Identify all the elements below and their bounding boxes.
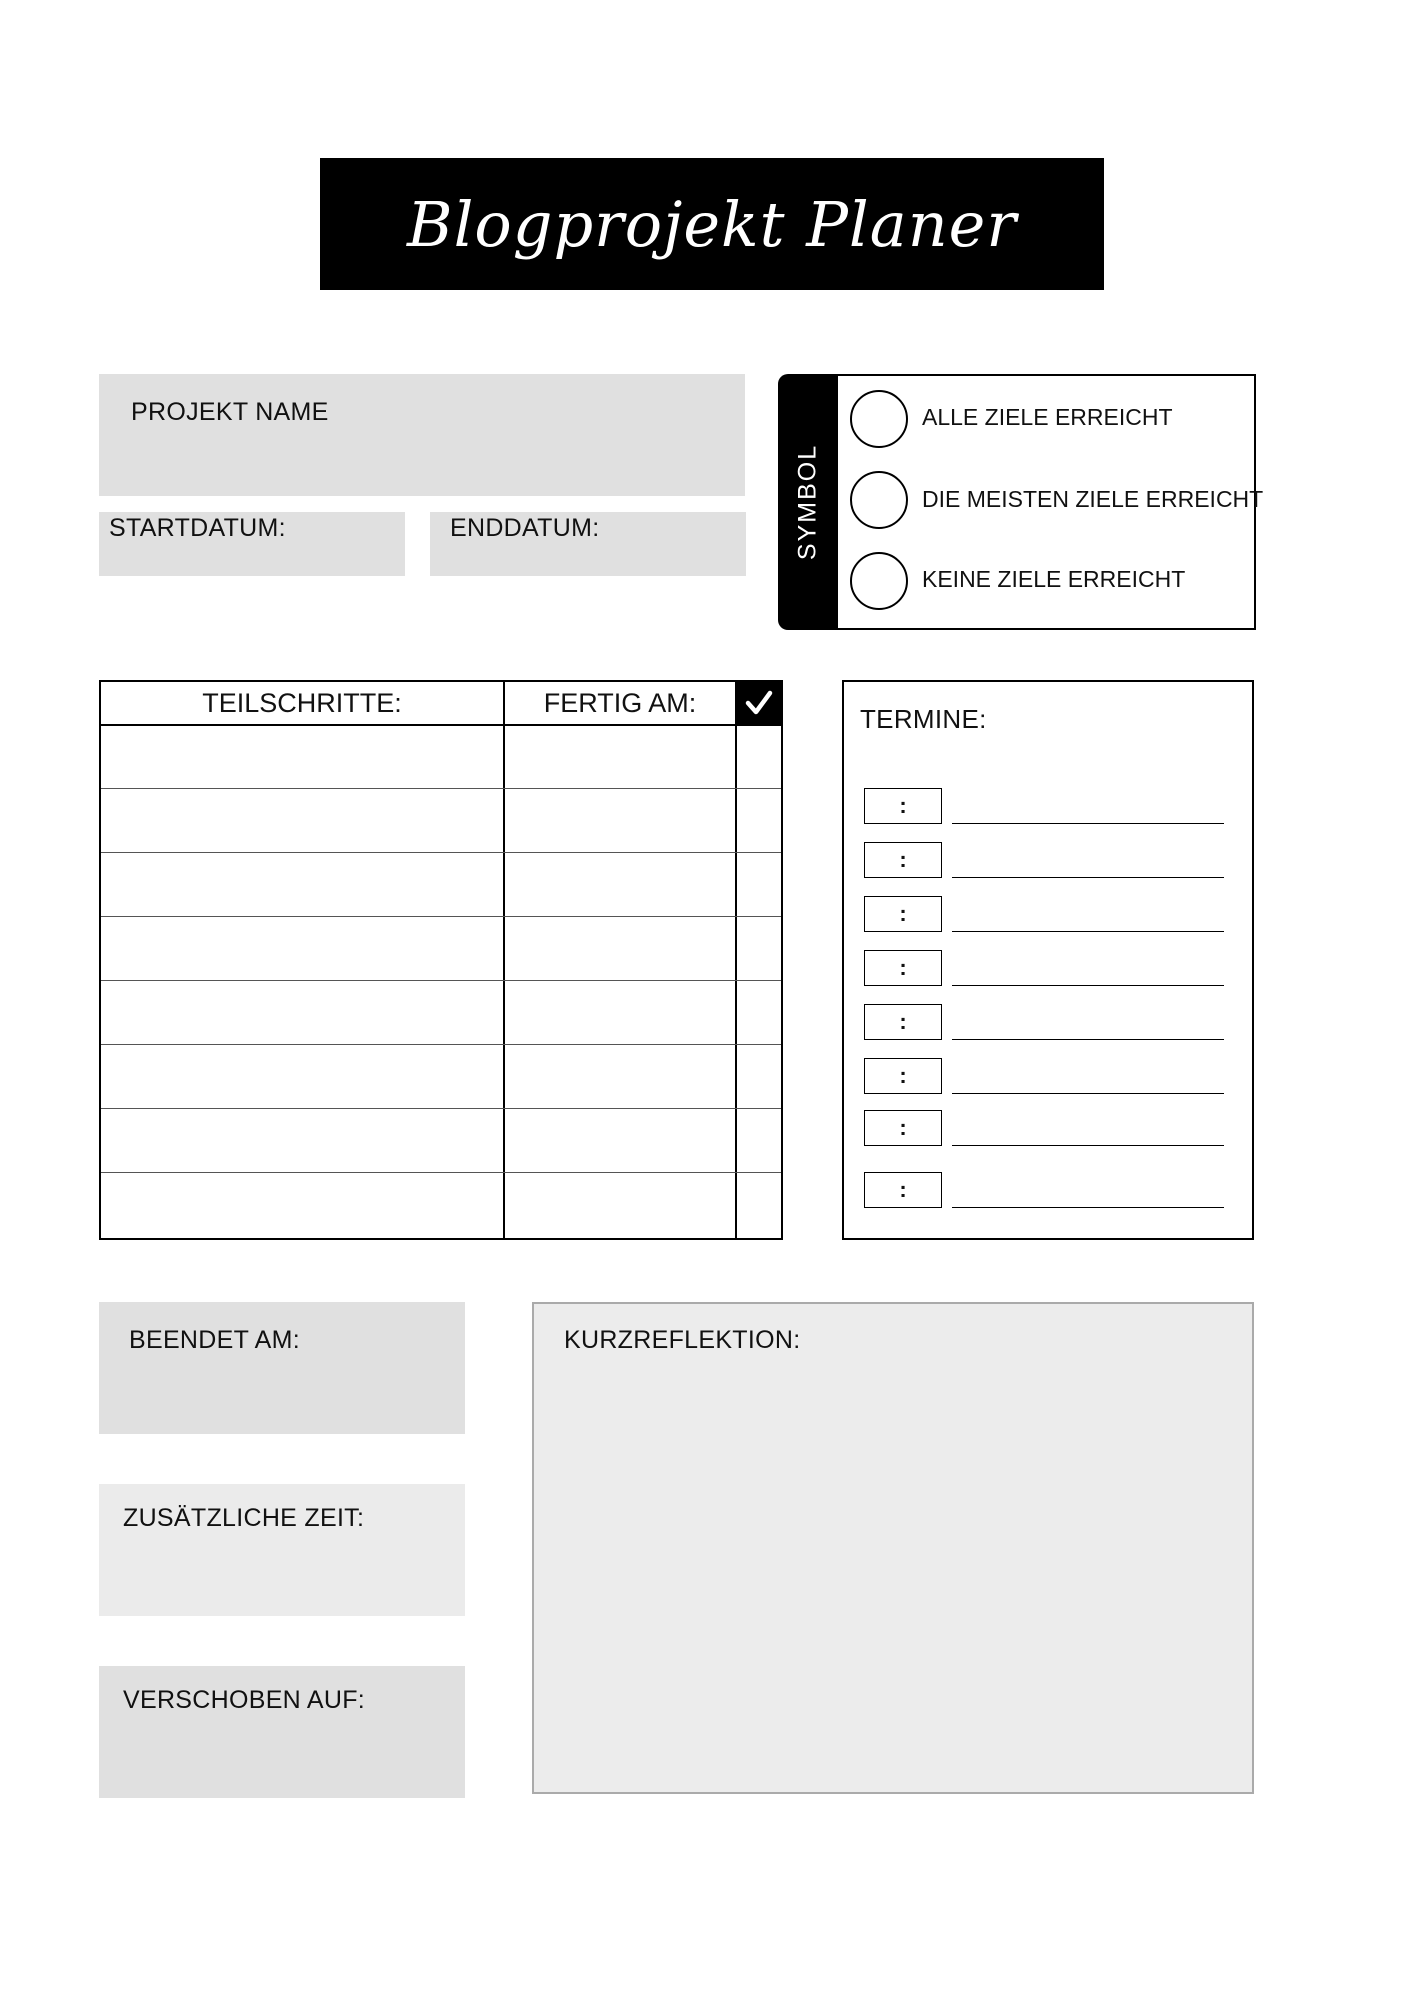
time-field[interactable]: : — [864, 842, 942, 878]
appointments-label: TERMINE: — [860, 704, 987, 734]
finished-on-label: BEENDET AM: — [129, 1326, 300, 1354]
appointments-box — [842, 680, 1254, 1240]
time-field[interactable]: : — [864, 896, 942, 932]
time-field[interactable]: : — [864, 950, 942, 986]
reflection-label: KURZREFLEKTION: — [564, 1326, 801, 1354]
time-field[interactable]: : — [864, 1110, 942, 1146]
table-row[interactable] — [101, 980, 781, 1045]
end-date-field[interactable] — [430, 512, 746, 576]
appointment-row — [864, 842, 1224, 878]
symbol-legend — [836, 374, 1264, 630]
appointment-row — [864, 1172, 1224, 1208]
appointment-line[interactable] — [952, 985, 1224, 987]
appointment-line[interactable] — [952, 1093, 1224, 1095]
appointment-row — [864, 1058, 1224, 1094]
appointment-line[interactable] — [952, 823, 1224, 825]
time-field[interactable]: : — [864, 1058, 942, 1094]
end-date-label: ENDDATUM: — [450, 514, 600, 542]
time-field[interactable]: : — [864, 788, 942, 824]
appointment-row — [864, 896, 1224, 932]
checkmark-icon — [737, 682, 781, 724]
finished-on-field[interactable] — [99, 1302, 465, 1434]
table-row[interactable] — [101, 1044, 781, 1109]
project-name-field[interactable] — [99, 374, 745, 496]
legend-label-none: KEINE ZIELE ERREICHT — [922, 566, 1186, 592]
page-title: Blogprojekt Planer — [407, 187, 1017, 261]
appointment-row — [864, 950, 1224, 986]
appointment-row — [864, 1110, 1224, 1146]
column-header-done: FERTIG AM: — [543, 687, 697, 718]
goal-circle-none[interactable] — [850, 552, 908, 610]
appointment-line[interactable] — [952, 1039, 1224, 1041]
title-banner — [320, 158, 1104, 290]
goal-circle-all[interactable] — [850, 390, 908, 448]
steps-table — [99, 680, 783, 1240]
extra-time-label: ZUSÄTZLICHE ZEIT: — [123, 1504, 365, 1532]
start-date-label: STARTDATUM: — [109, 514, 286, 542]
appointment-line[interactable] — [952, 931, 1224, 933]
extra-time-field[interactable] — [99, 1484, 465, 1616]
table-row[interactable] — [101, 1172, 781, 1236]
time-field[interactable]: : — [864, 1172, 942, 1208]
legend-label-most: DIE MEISTEN ZIELE ERREICHT — [922, 486, 1264, 512]
table-row[interactable] — [101, 1108, 781, 1173]
appointment-row — [864, 788, 1224, 824]
table-row[interactable] — [101, 788, 781, 853]
reflection-field[interactable] — [532, 1302, 1254, 1794]
table-row[interactable] — [101, 916, 781, 981]
appointment-line[interactable] — [952, 1145, 1224, 1147]
steps-table-header — [101, 682, 781, 726]
appointment-row — [864, 1004, 1224, 1040]
symbol-tab-label: SYMBOL — [793, 443, 822, 561]
project-name-label: PROJEKT NAME — [131, 398, 329, 426]
goal-circle-most[interactable] — [850, 471, 908, 529]
postponed-to-label: VERSCHOBEN AUF: — [123, 1686, 366, 1714]
postponed-to-field[interactable] — [99, 1666, 465, 1798]
legend-label-all: ALLE ZIELE ERREICHT — [922, 404, 1173, 430]
appointment-line[interactable] — [952, 877, 1224, 879]
table-row[interactable] — [101, 852, 781, 917]
appointment-line[interactable] — [952, 1207, 1224, 1209]
column-header-steps: TEILSCHRITTE: — [202, 687, 402, 718]
start-date-field[interactable] — [99, 512, 405, 576]
table-row[interactable] — [101, 724, 781, 789]
symbol-tab — [778, 374, 838, 630]
time-field[interactable]: : — [864, 1004, 942, 1040]
